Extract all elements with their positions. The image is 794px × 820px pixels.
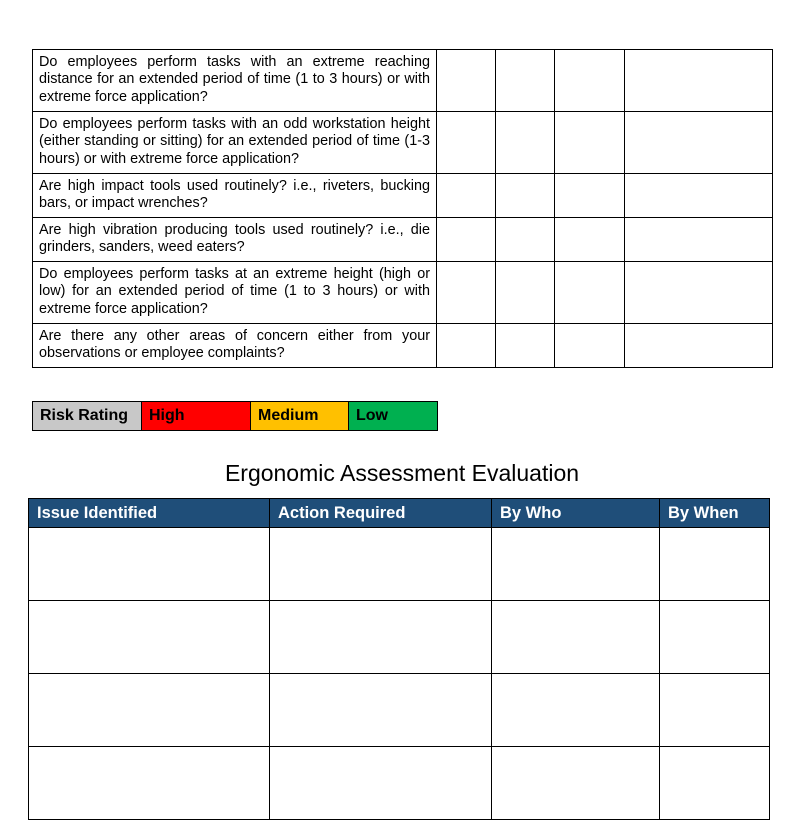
comment-cell[interactable] [625,218,773,262]
answer-cell-2[interactable] [496,174,555,218]
who-cell[interactable] [492,747,660,820]
question-text: Are there any other areas of concern either from your observations or employee complaints? [33,324,437,368]
table-row [33,324,773,368]
answer-cell-1[interactable] [437,218,496,262]
table-row [33,174,773,218]
who-cell[interactable] [492,674,660,747]
comment-cell[interactable] [625,112,773,174]
risk-rating-label: Risk Rating [33,402,142,430]
comment-cell[interactable] [625,262,773,324]
column-header-by-when: By When [660,499,770,528]
answer-cell-3[interactable] [555,262,625,324]
who-cell[interactable] [492,601,660,674]
section-title: Ergonomic Assessment Evaluation [224,460,580,486]
when-cell[interactable] [660,747,770,820]
column-header-action: Action Required [270,499,492,528]
table-row [29,674,770,747]
issue-cell[interactable] [29,747,270,820]
issue-cell[interactable] [29,674,270,747]
action-cell[interactable] [270,674,492,747]
table-row [33,218,773,262]
when-cell[interactable] [660,528,770,601]
risk-rating-legend [32,401,438,431]
table-row [33,112,773,174]
table-row [33,50,773,112]
comment-cell[interactable] [625,174,773,218]
question-text: Do employees perform tasks with an extreme reaching distance for an extended period of time (1 to 3 hours) or with extreme force application? [33,50,437,112]
issue-cell[interactable] [29,528,270,601]
question-text: Do employees perform tasks with an odd workstation height (either standing or sitting) for an extended period of time (1-3 hours) or with extreme force application? [33,112,437,174]
when-cell[interactable] [660,674,770,747]
risk-medium-swatch: Medium [251,402,349,430]
table-row [29,747,770,820]
action-cell[interactable] [270,747,492,820]
when-cell[interactable] [660,601,770,674]
evaluation-table [28,498,770,820]
answer-cell-1[interactable] [437,112,496,174]
answer-cell-2[interactable] [496,324,555,368]
answer-cell-1[interactable] [437,262,496,324]
answer-cell-3[interactable] [555,218,625,262]
risk-low-swatch: Low [349,402,437,430]
answer-cell-2[interactable] [496,262,555,324]
risk-high-swatch: High [142,402,251,430]
question-text: Are high vibration producing tools used routinely? i.e., die grinders, sanders, weed eaters? [33,218,437,262]
table-row [29,528,770,601]
who-cell[interactable] [492,528,660,601]
question-text: Do employees perform tasks at an extreme height (high or low) for an extended period of time (1 to 3 hours) or with extreme force application? [33,262,437,324]
column-header-issue: Issue Identified [29,499,270,528]
assessment-questions-table [32,49,773,368]
table-row [33,262,773,324]
action-cell[interactable] [270,601,492,674]
action-cell[interactable] [270,528,492,601]
issue-cell[interactable] [29,601,270,674]
answer-cell-1[interactable] [437,324,496,368]
answer-cell-3[interactable] [555,324,625,368]
header-row [29,499,770,528]
comment-cell[interactable] [625,324,773,368]
answer-cell-2[interactable] [496,218,555,262]
column-header-by-who: By Who [492,499,660,528]
answer-cell-2[interactable] [496,50,555,112]
question-text: Are high impact tools used routinely? i.e., riveters, bucking bars, or impact wrenches? [33,174,437,218]
answer-cell-1[interactable] [437,174,496,218]
table-row [29,601,770,674]
answer-cell-3[interactable] [555,50,625,112]
comment-cell[interactable] [625,50,773,112]
answer-cell-1[interactable] [437,50,496,112]
answer-cell-2[interactable] [496,112,555,174]
answer-cell-3[interactable] [555,112,625,174]
answer-cell-3[interactable] [555,174,625,218]
